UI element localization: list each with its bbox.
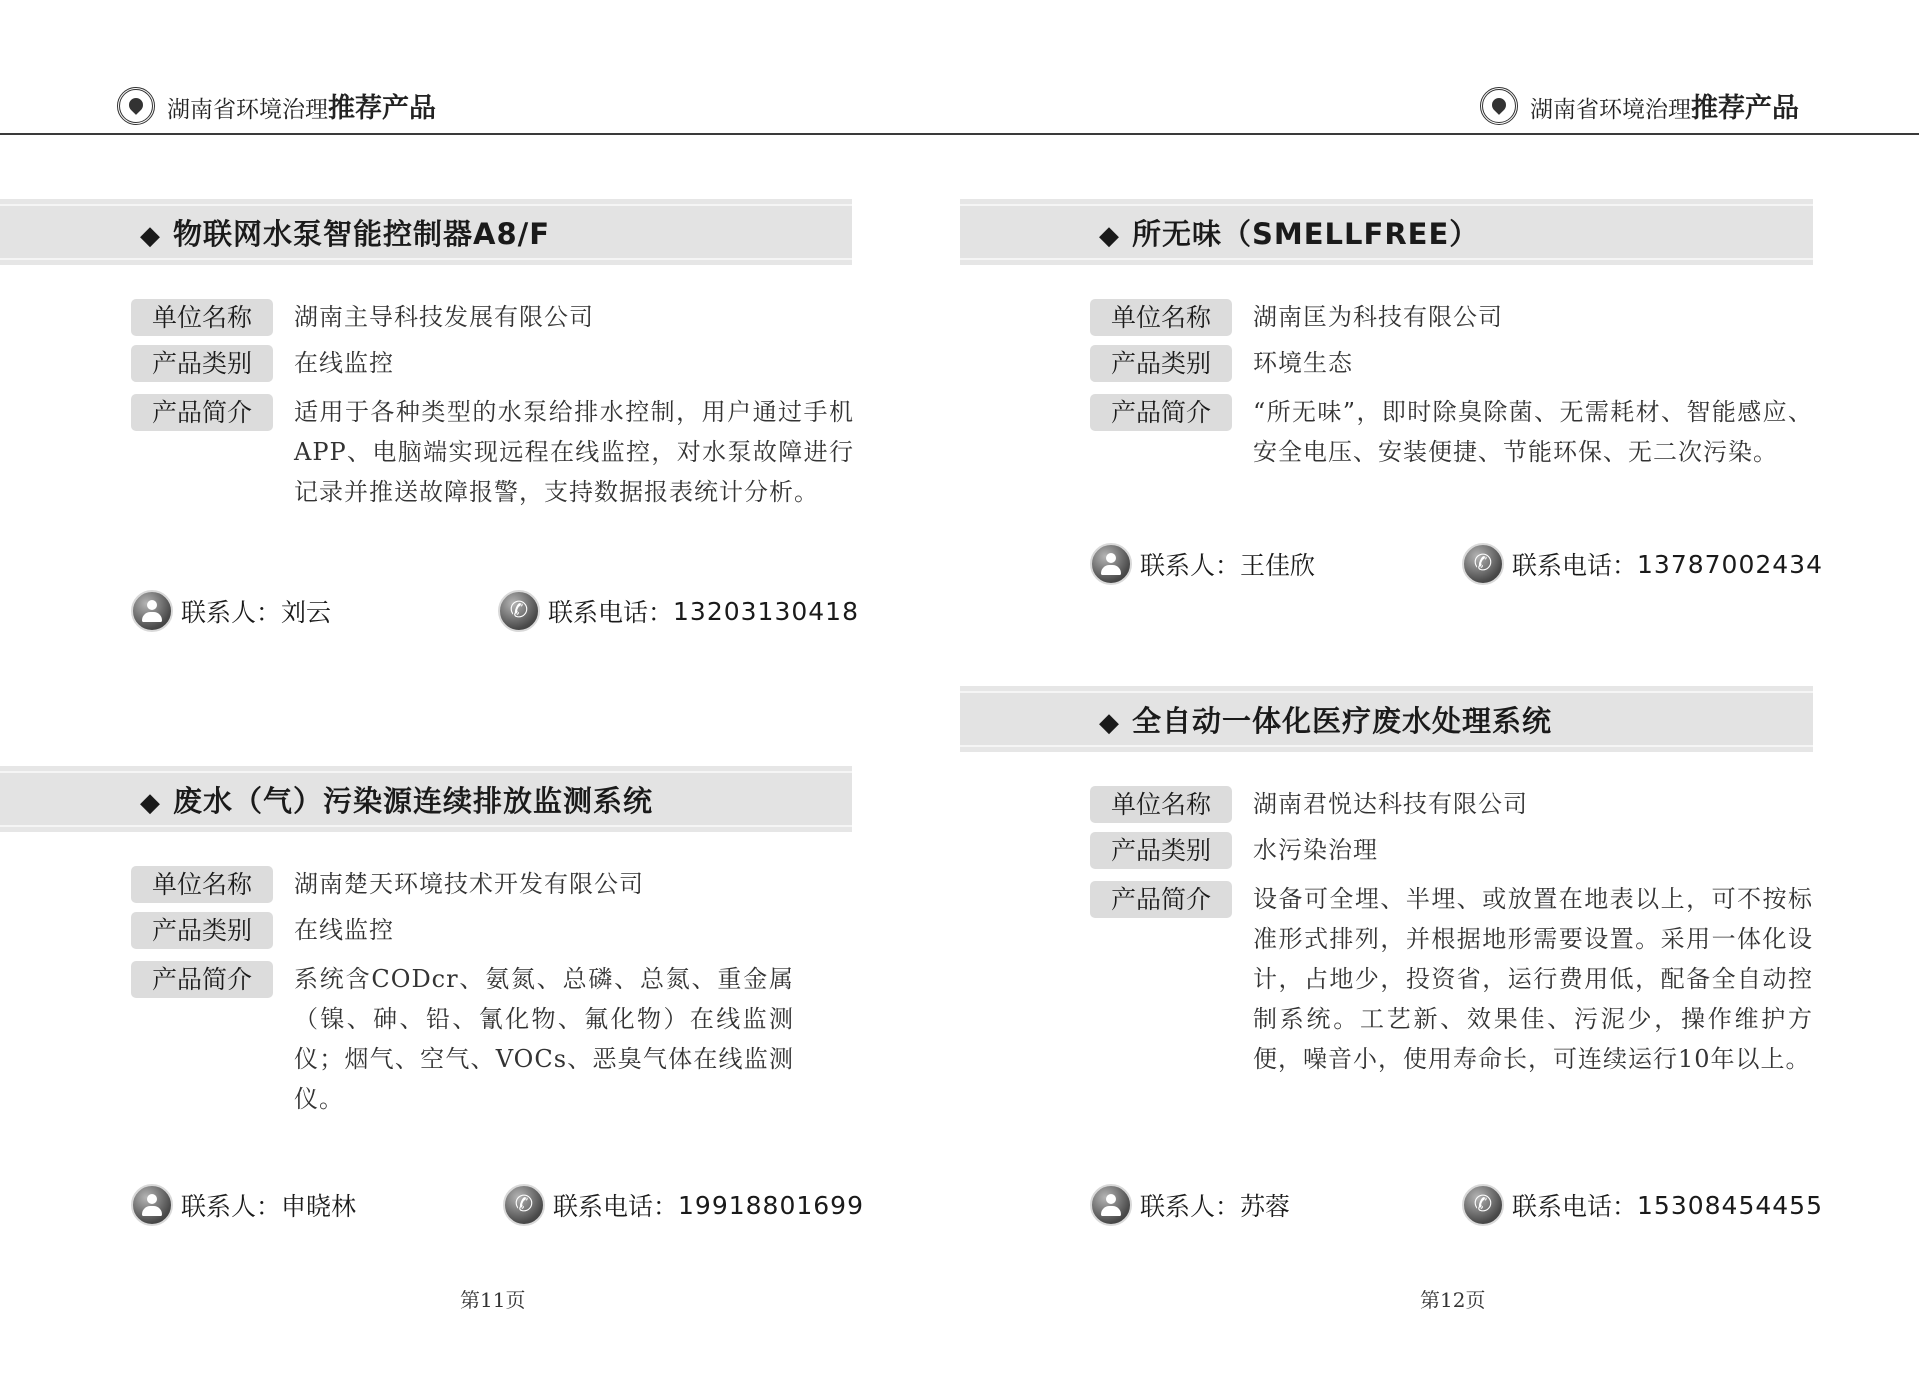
person-icon [1090, 1184, 1132, 1226]
contact-phone: ✆ 联系电话： 13787002434 [1462, 543, 1823, 585]
intro-label: 产品简介 [131, 394, 273, 431]
diamond-bullet-icon: ◆ [1099, 708, 1120, 738]
intro-label: 产品简介 [131, 961, 273, 998]
phone-icon: ✆ [1462, 543, 1504, 585]
intro-value: 系统含CODcr、氨氮、总磷、总氮、重金属（镍、砷、铅、氰化物、氟化物）在线监测仪；烟气、空气、VOCs、恶臭气体在线监测仪。 [294, 965, 794, 1113]
page-header-left [117, 86, 436, 125]
intro-label: 产品简介 [1090, 881, 1232, 918]
header-title-right: 湖南省环境治理推荐产品 [1530, 93, 1799, 124]
contact-phone: ✆ 联系电话： 19918801699 [503, 1184, 864, 1226]
unit-value: 湖南楚天环境技术开发有限公司 [294, 870, 644, 898]
product-title: ◆ 废水（气）污染源连续排放监测系统 [140, 784, 654, 818]
diamond-bullet-icon: ◆ [140, 788, 161, 818]
header-title-left: 湖南省环境治理推荐产品 [167, 93, 436, 124]
category-label: 产品类别 [1090, 345, 1232, 382]
intro-value: 适用于各种类型的水泵给排水控制，用户通过手机APP、电脑端实现远程在线监控，对水泵故障进行记录并推送故障报警，支持数据报表统计分析。 [294, 398, 854, 506]
phone-icon: ✆ [503, 1184, 545, 1226]
person-icon [131, 590, 173, 632]
contact-phone: ✆ 联系电话： 13203130418 [498, 590, 859, 632]
product-title: ◆ 全自动一体化医疗废水处理系统 [1099, 704, 1553, 738]
environment-logo-icon [117, 87, 155, 125]
page-number-left: 第11页 [460, 1288, 526, 1312]
page-number-right: 第12页 [1420, 1288, 1486, 1312]
unit-label: 单位名称 [1090, 786, 1232, 823]
person-icon [131, 1184, 173, 1226]
contact-person: 联系人： 苏蓉 [1090, 1184, 1290, 1226]
contact-person: 联系人： 申晓林 [131, 1184, 356, 1226]
contact-person: 联系人： 刘云 [131, 590, 331, 632]
category-label: 产品类别 [131, 912, 273, 949]
unit-label: 单位名称 [131, 299, 273, 336]
environment-logo-icon [1480, 87, 1518, 125]
category-label: 产品类别 [131, 345, 273, 382]
category-value: 在线监控 [294, 349, 394, 377]
product-title: ◆ 所无味（SMELLFREE） [1099, 217, 1480, 251]
category-value: 环境生态 [1253, 349, 1353, 377]
header-divider [0, 133, 1919, 135]
phone-icon: ✆ [498, 590, 540, 632]
category-value: 水污染治理 [1253, 836, 1378, 864]
unit-label: 单位名称 [1090, 299, 1232, 336]
unit-label: 单位名称 [131, 866, 273, 903]
diamond-bullet-icon: ◆ [1099, 221, 1120, 251]
intro-label: 产品简介 [1090, 394, 1232, 431]
category-value: 在线监控 [294, 916, 394, 944]
diamond-bullet-icon: ◆ [140, 221, 161, 251]
product-title: ◆ 物联网水泵智能控制器A8/F [140, 217, 551, 251]
unit-value: 湖南主导科技发展有限公司 [294, 303, 594, 331]
page-header-right [1480, 86, 1799, 125]
contact-person: 联系人： 王佳欣 [1090, 543, 1315, 585]
phone-icon: ✆ [1462, 1184, 1504, 1226]
intro-value: “所无味”，即时除臭除菌、无需耗材、智能感应、安全电压、安装便捷、节能环保、无二次污染。 [1253, 398, 1813, 466]
unit-value: 湖南君悦达科技有限公司 [1253, 790, 1528, 818]
unit-value: 湖南匡为科技有限公司 [1253, 303, 1503, 331]
contact-phone: ✆ 联系电话： 15308454455 [1462, 1184, 1823, 1226]
category-label: 产品类别 [1090, 832, 1232, 869]
intro-value: 设备可全埋、半埋、或放置在地表以上，可不按标准形式排列，并根据地形需要设置。采用一体化设计，占地少，投资省，运行费用低，配备全自动控制系统。工艺新、效果佳、污泥少，操作维护方便，噪音小，使用寿命长，可连续运行10年以上。 [1253, 885, 1813, 1073]
person-icon [1090, 543, 1132, 585]
